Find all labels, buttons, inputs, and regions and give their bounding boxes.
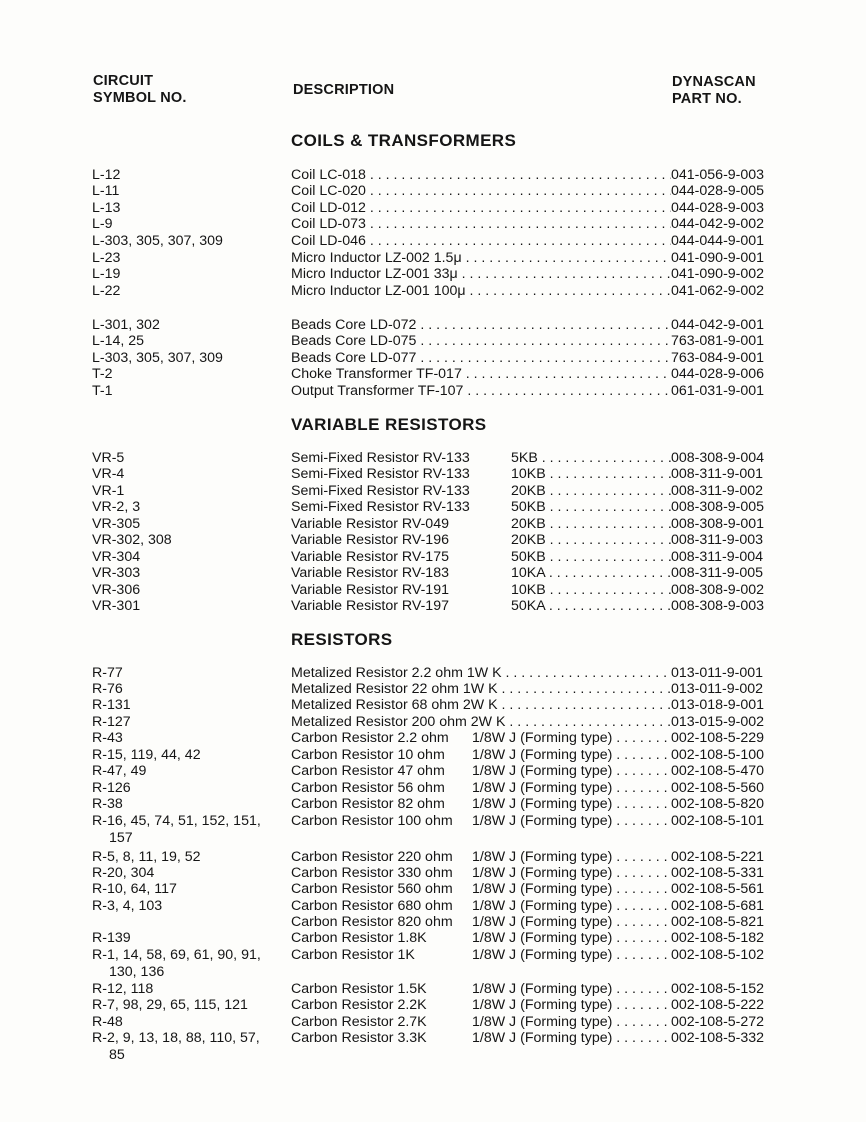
description-text: Beads Core LD-072 . . . xyxy=(291,317,671,333)
description-text: Metalized Resistor 22 ohm 1W K . . . xyxy=(291,681,671,697)
description-rating: 1/8W J (Forming type) . . . xyxy=(472,813,671,830)
description-text: Semi-Fixed Resistor RV-133 xyxy=(291,483,470,499)
part-number: 008-308-9-003 xyxy=(671,598,765,614)
table-row xyxy=(0,532,866,549)
description-rating: 1/8W J (Forming type) . . . xyxy=(472,747,671,764)
description-rating: 50KA . . . xyxy=(511,598,671,615)
description-text: Semi-Fixed Resistor RV-133 xyxy=(291,499,470,515)
section-title: RESISTORS xyxy=(291,630,393,649)
circuit-symbol: R-1, 14, 58, 69, 61, 90, 91, xyxy=(92,947,261,963)
part-number: 002-108-5-101 xyxy=(671,813,765,829)
table-row xyxy=(0,930,866,947)
table-row xyxy=(0,865,866,882)
part-number: 008-308-9-002 xyxy=(671,582,765,598)
description-text: Carbon Resistor 220 ohm xyxy=(291,849,453,865)
part-description xyxy=(291,1014,671,1031)
table-row xyxy=(0,714,866,731)
part-description xyxy=(291,582,671,599)
circuit-symbol: R-43 xyxy=(92,730,123,746)
circuit-symbol: R-7, 98, 29, 65, 115, 121 xyxy=(92,997,248,1013)
section-title: COILS & TRANSFORMERS xyxy=(291,131,517,150)
part-description xyxy=(291,730,671,747)
part-description xyxy=(291,780,671,797)
table-row xyxy=(0,780,866,797)
part-description xyxy=(291,216,671,233)
circuit-symbol: VR-302, 308 xyxy=(92,532,172,548)
description-rating: 20KB . . . xyxy=(511,516,671,533)
description-text: Coil LC-020 . . . xyxy=(291,183,671,199)
circuit-symbol: R-15, 119, 44, 42 xyxy=(92,747,201,763)
circuit-symbol: L-14, 25 xyxy=(92,333,145,349)
circuit-symbol: R-20, 304 xyxy=(92,865,155,881)
description-text: Micro Inductor LZ-002 1.5μ . . . xyxy=(291,250,671,266)
part-number: 002-108-5-560 xyxy=(671,780,765,796)
description-text: Variable Resistor RV-196 xyxy=(291,532,449,548)
circuit-symbol-continued: 85 xyxy=(109,1046,125,1063)
part-number: 041-056-9-003 xyxy=(671,167,765,183)
circuit-symbol: VR-301 xyxy=(92,598,141,614)
part-number: 002-108-5-470 xyxy=(671,763,765,779)
circuit-symbol: R-3, 4, 103 xyxy=(92,898,163,914)
part-description xyxy=(291,898,671,915)
circuit-symbol: T-1 xyxy=(92,383,113,399)
part-number: 008-311-9-001 xyxy=(671,466,764,482)
part-number: 041-062-9-002 xyxy=(671,283,765,299)
header-line: DESCRIPTION xyxy=(293,82,395,98)
table-row xyxy=(0,499,866,516)
table-row xyxy=(0,681,866,698)
part-number: 002-108-5-182 xyxy=(671,930,765,946)
description-text: Carbon Resistor 1.8K xyxy=(291,930,427,946)
description-text: Metalized Resistor 200 ohm 2W K . . . xyxy=(291,714,671,730)
description-text: Carbon Resistor 330 ohm xyxy=(291,865,453,881)
description-text: Carbon Resistor 2.7K xyxy=(291,1014,427,1030)
table-row xyxy=(0,167,866,184)
description-text: Semi-Fixed Resistor RV-133 xyxy=(291,450,470,466)
description-text: Coil LC-018 . . . xyxy=(291,167,671,183)
description-rating: 1/8W J (Forming type) . . . xyxy=(472,763,671,780)
description-text: Carbon Resistor 680 ohm xyxy=(291,898,453,914)
part-description xyxy=(291,947,671,964)
circuit-symbol: VR-4 xyxy=(92,466,125,482)
description-rating: 1/8W J (Forming type) . . . xyxy=(472,730,671,747)
part-description xyxy=(291,763,671,780)
description-text: Carbon Resistor 1K xyxy=(291,947,415,963)
part-description xyxy=(291,697,671,714)
part-number: 002-108-5-332 xyxy=(671,1030,765,1046)
description-rating: 1/8W J (Forming type) . . . xyxy=(472,997,671,1014)
part-number: 013-015-9-002 xyxy=(671,714,765,730)
part-number: 763-084-9-001 xyxy=(671,350,765,366)
table-row xyxy=(0,1014,866,1031)
part-number: 002-108-5-221 xyxy=(671,849,765,865)
description-text: Semi-Fixed Resistor RV-133 xyxy=(291,466,470,482)
part-number: 013-018-9-001 xyxy=(671,697,765,713)
circuit-symbol: L-19 xyxy=(92,266,121,282)
description-rating: 1/8W J (Forming type) . . . xyxy=(472,780,671,797)
table-row xyxy=(0,997,866,1014)
circuit-symbol: L-9 xyxy=(92,216,113,232)
part-number: 002-108-5-272 xyxy=(671,1014,765,1030)
description-text: Variable Resistor RV-197 xyxy=(291,598,449,614)
circuit-symbol: R-16, 45, 74, 51, 152, 151, xyxy=(92,813,261,829)
circuit-symbol: VR-1 xyxy=(92,483,125,499)
description-text: Coil LD-012 . . . xyxy=(291,200,671,216)
circuit-symbol: R-76 xyxy=(92,681,123,697)
part-description xyxy=(291,1030,671,1047)
part-number: 002-108-5-561 xyxy=(671,881,765,897)
description-text: Metalized Resistor 68 ohm 2W K . . . xyxy=(291,697,671,713)
part-number: 002-108-5-100 xyxy=(671,747,765,763)
description-text: Variable Resistor RV-183 xyxy=(291,565,449,581)
table-row xyxy=(0,598,866,615)
description-rating: 1/8W J (Forming type) . . . xyxy=(472,1014,671,1031)
table-row xyxy=(0,350,866,367)
table-row xyxy=(0,317,866,334)
section-title: VARIABLE RESISTORS xyxy=(291,415,487,434)
circuit-symbol: R-2, 9, 13, 18, 88, 110, 57, xyxy=(92,1030,260,1046)
table-row xyxy=(0,1030,866,1063)
table-row xyxy=(0,233,866,250)
description-rating: 10KA . . . xyxy=(511,565,671,582)
part-description xyxy=(291,167,671,184)
part-description xyxy=(291,317,671,334)
description-text: Micro Inductor LZ-001 100μ . . . xyxy=(291,283,671,299)
description-text: Carbon Resistor 82 ohm xyxy=(291,796,445,812)
circuit-symbol: R-48 xyxy=(92,1014,123,1030)
description-text: Choke Transformer TF-017 . . . xyxy=(291,366,671,382)
part-description xyxy=(291,849,671,866)
part-number: 002-108-5-681 xyxy=(671,898,765,914)
table-row xyxy=(0,981,866,998)
description-rating: 50KB . . . xyxy=(511,499,671,516)
part-description xyxy=(291,665,671,682)
part-description xyxy=(291,930,671,947)
circuit-symbol-header xyxy=(93,73,187,107)
description-text: Carbon Resistor 1.5K xyxy=(291,981,427,997)
table-row xyxy=(0,200,866,217)
circuit-symbol: VR-5 xyxy=(92,450,125,466)
circuit-symbol: VR-303 xyxy=(92,565,141,581)
table-row xyxy=(0,796,866,813)
part-number: 002-108-5-152 xyxy=(671,981,765,997)
circuit-symbol: L-23 xyxy=(92,250,121,266)
circuit-symbol: R-47, 49 xyxy=(92,763,147,779)
circuit-symbol: R-10, 64, 117 xyxy=(92,881,177,897)
part-description xyxy=(291,250,671,267)
table-row xyxy=(0,763,866,780)
part-description xyxy=(291,714,671,731)
table-row xyxy=(0,450,866,467)
circuit-symbol: R-12, 118 xyxy=(92,981,154,997)
description-text: Variable Resistor RV-049 xyxy=(291,516,449,532)
part-description xyxy=(291,796,671,813)
circuit-symbol: R-127 xyxy=(92,714,131,730)
part-number: 044-044-9-001 xyxy=(671,233,765,249)
part-description xyxy=(291,183,671,200)
description-rating: 50KB . . . xyxy=(511,549,671,566)
part-number: 013-011-9-002 xyxy=(671,681,764,697)
circuit-symbol: L-12 xyxy=(92,167,121,183)
part-number: 002-108-5-102 xyxy=(671,947,765,963)
table-row xyxy=(0,266,866,283)
part-description xyxy=(291,366,671,383)
part-description xyxy=(291,200,671,217)
part-description xyxy=(291,881,671,898)
part-description xyxy=(291,813,671,830)
table-row xyxy=(0,881,866,898)
description-rating: 1/8W J (Forming type) . . . xyxy=(472,898,671,915)
part-number: 002-108-5-229 xyxy=(671,730,765,746)
circuit-symbol: VR-2, 3 xyxy=(92,499,141,515)
part-number: 008-311-9-005 xyxy=(671,565,764,581)
description-text: Beads Core LD-077 . . . xyxy=(291,350,671,366)
part-description xyxy=(291,997,671,1014)
circuit-symbol: R-38 xyxy=(92,796,123,812)
circuit-symbol: R-5, 8, 11, 19, 52 xyxy=(92,849,201,865)
description-text: Carbon Resistor 560 ohm xyxy=(291,881,453,897)
header-line: PART NO. xyxy=(672,91,742,107)
description-rating: 1/8W J (Forming type) . . . xyxy=(472,1030,671,1047)
description-text: Carbon Resistor 56 ohm xyxy=(291,780,445,796)
part-description xyxy=(291,565,671,582)
part-description xyxy=(291,466,671,483)
part-description xyxy=(291,233,671,250)
part-description xyxy=(291,681,671,698)
circuit-symbol: VR-304 xyxy=(92,549,141,565)
circuit-symbol-continued: 157 xyxy=(109,829,133,846)
table-row xyxy=(0,947,866,980)
part-number: 002-108-5-821 xyxy=(671,914,765,930)
part-number: 008-308-9-005 xyxy=(671,499,765,515)
table-row xyxy=(0,516,866,533)
description-rating: 10KB . . . xyxy=(511,582,671,599)
circuit-symbol: L-13 xyxy=(92,200,121,216)
description-text: Variable Resistor RV-191 xyxy=(291,582,449,598)
part-number: 041-090-9-001 xyxy=(671,250,765,266)
description-text: Carbon Resistor 2.2 ohm xyxy=(291,730,449,746)
part-number: 008-308-9-001 xyxy=(671,516,765,532)
part-number: 044-042-9-001 xyxy=(671,317,765,333)
part-number: 008-308-9-004 xyxy=(671,450,765,466)
circuit-symbol: L-301, 302 xyxy=(92,317,160,333)
table-row xyxy=(0,183,866,200)
description-rating: 20KB . . . xyxy=(511,483,671,500)
table-row xyxy=(0,849,866,866)
circuit-symbol: R-139 xyxy=(92,930,131,946)
table-row xyxy=(0,747,866,764)
circuit-symbol: L-22 xyxy=(92,283,121,299)
description-rating: 20KB . . . xyxy=(511,532,671,549)
description-rating: 10KB . . . xyxy=(511,466,671,483)
table-row xyxy=(0,283,866,300)
part-description xyxy=(291,450,671,467)
part-description xyxy=(291,865,671,882)
description-rating: 1/8W J (Forming type) . . . xyxy=(472,881,671,898)
part-number: 044-042-9-002 xyxy=(671,216,765,232)
part-description xyxy=(291,914,671,931)
circuit-symbol: L-303, 305, 307, 309 xyxy=(92,350,223,366)
description-rating: 1/8W J (Forming type) . . . xyxy=(472,865,671,882)
description-text: Carbon Resistor 10 ohm xyxy=(291,747,445,763)
part-description xyxy=(291,333,671,350)
circuit-symbol: VR-305 xyxy=(92,516,141,532)
circuit-symbol: L-303, 305, 307, 309 xyxy=(92,233,223,249)
description-text: Micro Inductor LZ-001 33μ . . . xyxy=(291,266,671,282)
part-number: 008-311-9-004 xyxy=(671,549,764,565)
table-row xyxy=(0,333,866,350)
part-number: 044-028-9-006 xyxy=(671,366,765,382)
description-rating: 1/8W J (Forming type) . . . xyxy=(472,981,671,998)
description-rating: 1/8W J (Forming type) . . . xyxy=(472,930,671,947)
part-number: 763-081-9-001 xyxy=(671,333,765,349)
table-row xyxy=(0,549,866,566)
circuit-symbol: R-131 xyxy=(92,697,131,713)
part-description xyxy=(291,981,671,998)
description-rating: 5KB . . . xyxy=(511,450,671,467)
description-text: Variable Resistor RV-175 xyxy=(291,549,449,565)
part-number: 002-108-5-820 xyxy=(671,796,765,812)
part-description xyxy=(291,483,671,500)
part-description xyxy=(291,532,671,549)
table-row xyxy=(0,466,866,483)
description-text: Beads Core LD-075 . . . xyxy=(291,333,671,349)
part-description xyxy=(291,499,671,516)
description-rating: 1/8W J (Forming type) . . . xyxy=(472,849,671,866)
header-line: CIRCUIT xyxy=(93,73,154,89)
table-row xyxy=(0,665,866,682)
description-text: Output Transformer TF-107 . . . xyxy=(291,383,671,399)
description-rating: 1/8W J (Forming type) . . . xyxy=(472,914,671,931)
description-rating: 1/8W J (Forming type) . . . xyxy=(472,796,671,813)
part-number: 002-108-5-331 xyxy=(671,865,765,881)
circuit-symbol: T-2 xyxy=(92,366,113,382)
table-row xyxy=(0,250,866,267)
description-text: Carbon Resistor 100 ohm xyxy=(291,813,453,829)
part-description xyxy=(291,266,671,283)
part-description xyxy=(291,747,671,764)
table-row xyxy=(0,730,866,747)
part-number: 044-028-9-003 xyxy=(671,200,765,216)
part-number: 044-028-9-005 xyxy=(671,183,765,199)
table-row xyxy=(0,697,866,714)
part-description xyxy=(291,598,671,615)
table-row xyxy=(0,565,866,582)
circuit-symbol-continued: 130, 136 xyxy=(109,963,165,980)
part-description xyxy=(291,516,671,533)
part-number-header xyxy=(672,74,756,108)
circuit-symbol: R-77 xyxy=(92,665,123,681)
part-description xyxy=(291,383,671,400)
description-text: Coil LD-073 . . . xyxy=(291,216,671,232)
description-rating: 1/8W J (Forming type) . . . xyxy=(472,947,671,964)
description-text: Coil LD-046 . . . xyxy=(291,233,671,249)
part-number: 041-090-9-002 xyxy=(671,266,765,282)
part-number: 008-311-9-002 xyxy=(671,483,764,499)
header-line: DYNASCAN xyxy=(672,74,756,90)
part-description xyxy=(291,283,671,300)
table-row xyxy=(0,898,866,915)
description-header xyxy=(293,82,394,99)
description-text: Carbon Resistor 3.3K xyxy=(291,1030,427,1046)
table-row xyxy=(0,914,866,931)
table-row xyxy=(0,813,866,846)
circuit-symbol: VR-306 xyxy=(92,582,141,598)
part-number: 061-031-9-001 xyxy=(671,383,765,399)
description-text: Carbon Resistor 47 ohm xyxy=(291,763,445,779)
part-number: 002-108-5-222 xyxy=(671,997,765,1013)
table-row xyxy=(0,366,866,383)
table-row xyxy=(0,582,866,599)
part-number: 008-311-9-003 xyxy=(671,532,764,548)
description-text: Carbon Resistor 820 ohm xyxy=(291,914,453,930)
table-row xyxy=(0,216,866,233)
circuit-symbol: L-11 xyxy=(92,183,120,199)
table-row xyxy=(0,483,866,500)
part-number: 013-011-9-001 xyxy=(671,665,764,681)
circuit-symbol: R-126 xyxy=(92,780,131,796)
description-text: Metalized Resistor 2.2 ohm 1W K . . . xyxy=(291,665,671,681)
part-description xyxy=(291,549,671,566)
header-line: SYMBOL NO. xyxy=(93,90,187,106)
description-text: Carbon Resistor 2.2K xyxy=(291,997,427,1013)
part-description xyxy=(291,350,671,367)
table-row xyxy=(0,383,866,400)
